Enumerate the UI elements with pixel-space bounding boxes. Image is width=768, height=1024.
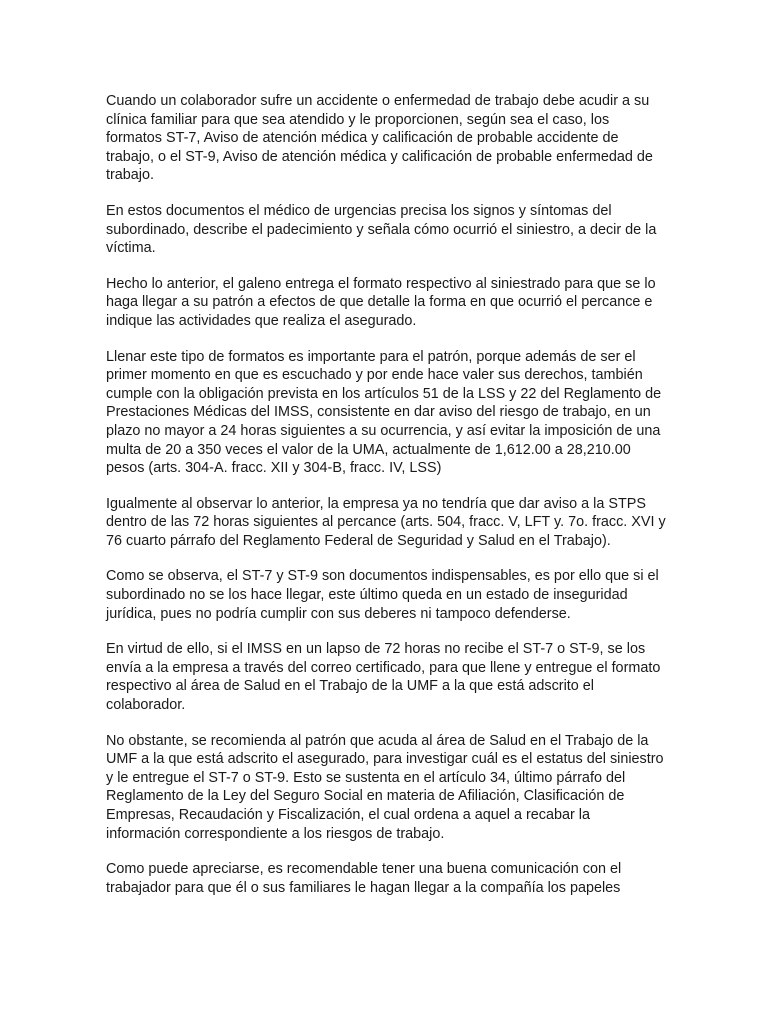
paragraph-9: Como puede apreciarse, es recomendable tener una buena comunicación con el trabajador para que él o sus familiares le hagan llegar a la compañía los papeles — [106, 861, 622, 896]
paragraph-6: Como se observa, el ST-7 y ST-9 son documentos indispensables, es por ello que si el subordinado no se los hace llegar, este último queda en un estado de inseguridad jurídica, pues no podría cumplir con sus deberes ni tampoco defenderse. — [106, 568, 659, 622]
paragraph-4: Llenar este tipo de formatos es importante para el patrón, porque además de ser el primer momento en que es escuchado y por ende hace valer sus derechos, también cumple con la obligación prevista en los artículos 51 de la LSS y 22 del Reglamento de Prestaciones Médicas del IMSS, consistente en dar aviso del riesgo de trabajo, en un plazo no mayor a 24 horas siguientes a su ocurrencia, y así evitar la imposición de una multa de 20 a 350 veces el valor de la UMA, actualmente de 1,612.00 a 28,210.00 pesos (arts. 304-A. fracc. XII y 304-B, fracc. IV, LSS) — [106, 348, 662, 477]
paragraph-3: Hecho lo anterior, el galeno entrega el formato respectivo al siniestrado para que se lo haga llegar a su patrón a efectos de que detalle la forma en que ocurrió el percance e indique las actividades que realiza el asegurado. — [106, 275, 656, 329]
document-page — [106, 92, 666, 914]
paragraph-5: Igualmente al observar lo anterior, la empresa ya no tendría que dar aviso a la STPS dentro de las 72 horas siguientes al percance (arts. 504, fracc. V, LFT y. 7o. fracc. XVI y 76 cuarto párrafo del Reglamento Federal de Seguridad y Salud en el Trabajo). — [106, 495, 666, 549]
paragraph-1: Cuando un colaborador sufre un accidente o enfermedad de trabajo debe acudir a su clínica familiar para que sea atendido y le proporcionen, según sea el caso, los formatos ST-7, Aviso de atención médica y calificación de probable accidente de trabajo, o el ST-9, Aviso de atención médica y calificación de probable enfermedad de trabajo. — [106, 93, 653, 184]
paragraph-7: En virtud de ello, si el IMSS en un lapso de 72 horas no recibe el ST-7 o ST-9, se los envía a la empresa a través del correo certificado, para que llene y entregue el formato respectivo al área de Salud en el Trabajo de la UMF a la que está adscrito el colaborador. — [106, 641, 661, 714]
paragraph-8: No obstante, se recomienda al patrón que acuda al área de Salud en el Trabajo de la UMF a la que está adscrito el asegurado, para investigar cuál es el estatus del siniestro y le entregue el ST-7 o ST-9. Esto se sustenta en el artículo 34, último párrafo del Reglamento de la Ley del Seguro Social en materia de Afiliación, Clasificación de Empresas, Recaudación y Fiscalización, el cual ordena a aquel a recabar la información correspondiente a los riesgos de trabajo. — [106, 732, 664, 842]
paragraph-2: En estos documentos el médico de urgencias precisa los signos y síntomas del subordinado, describe el padecimiento y señala cómo ocurrió el siniestro, a decir de la víctima. — [106, 202, 657, 257]
